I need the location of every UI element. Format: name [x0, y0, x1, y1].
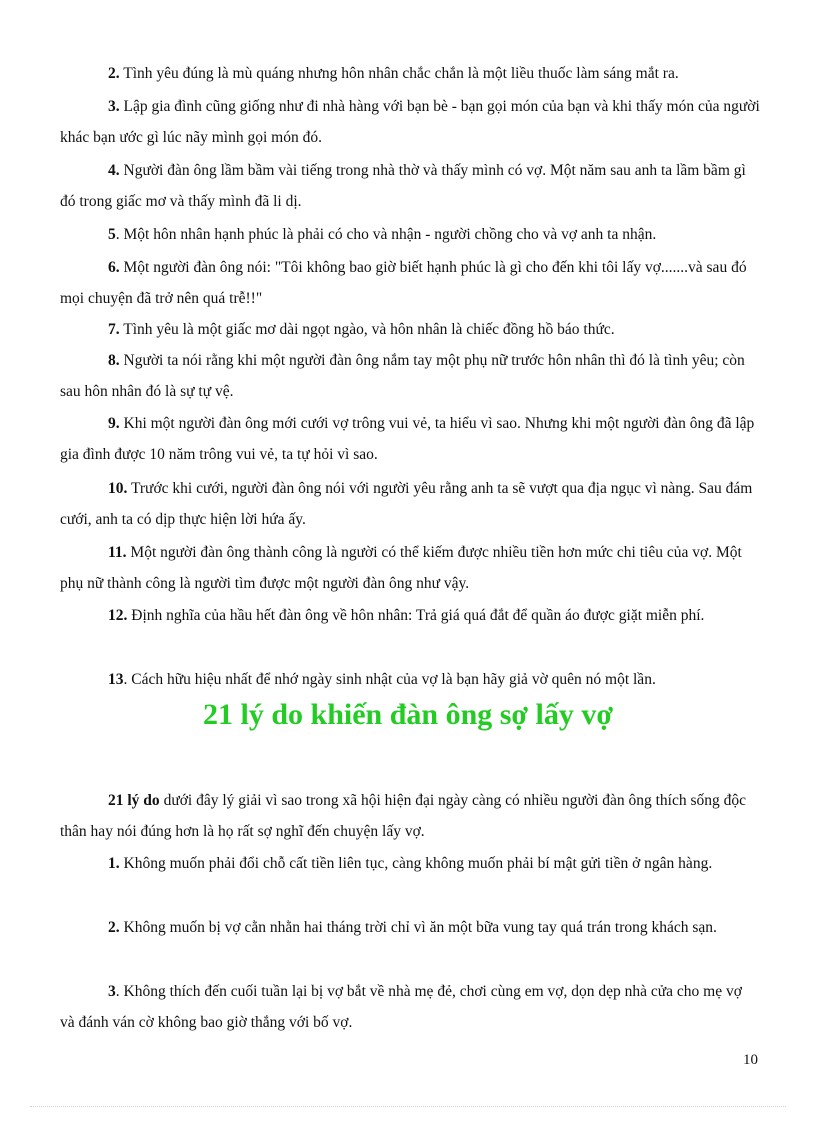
list-item: 13. Cách hữu hiệu nhất để nhớ ngày sinh nhật của vợ là bạn hãy giả vờ quên nó một lần.: [108, 671, 656, 688]
list-item: 2. Không muốn bị vợ cằn nhằn hai tháng trời chỉ vì ăn một bữa vung tay quá trán trong khách sạn.: [108, 919, 717, 936]
list-item: 10. Trước khi cưới, người đàn ông nói với người yêu rằng anh ta sẽ vượt qua địa ngục vì nàng. Sau đám cưới, anh ta có dịp thực hiện lời hứa ấy.: [60, 480, 753, 528]
list-item: 12. Định nghĩa của hầu hết đàn ông về hôn nhân: Trả giá quá đắt để quần áo được giặt miễn phí.: [108, 607, 705, 624]
list-item: 5. Một hôn nhân hạnh phúc là phải có cho và nhận - người chồng cho và vợ anh ta nhận.: [108, 226, 657, 243]
intro-paragraph: 21 lý do dưới đây lý giải vì sao trong xã hội hiện đại ngày càng có nhiều người đàn ông thích sống độc thân hay nói đúng hơn là họ rất sợ nghĩ đến chuyện lấy vợ.: [60, 792, 747, 840]
footer-divider: [30, 1106, 786, 1107]
list-item: 3. Lập gia đình cũng giống như đi nhà hàng với bạn bè - bạn gọi món của bạn và khi thấy món của người khác bạn ước gì lúc nãy mình gọi món đó.: [60, 98, 760, 146]
list-item: 1. Không muốn phải đổi chỗ cất tiền liên tục, càng không muốn phải bí mật gửi tiền ở ngân hàng.: [108, 855, 713, 872]
list-item: 8. Người ta nói rằng khi một người đàn ông nắm tay một phụ nữ trước hôn nhân thì đó là tình yêu; còn sau hôn nhân đó là sự tự vệ.: [60, 352, 745, 400]
section-title: 21 lý do khiến đàn ông sợ lấy vợ: [202, 698, 613, 731]
list-item: 11. Một người đàn ông thành công là người có thể kiếm được nhiều tiền hơn mức chi tiêu của vợ. Một phụ nữ thành công là người tìm được một người đàn ông như vậy.: [60, 544, 742, 592]
list-item: 3. Không thích đến cuối tuần lại bị vợ bắt về nhà mẹ đẻ, chơi cùng em vợ, dọn dẹp nhà cửa cho mẹ vợ và đánh ván cờ không bao giờ thắng với bố vợ.: [60, 983, 742, 1031]
list-item: 2. Tình yêu đúng là mù quáng nhưng hôn nhân chắc chắn là một liều thuốc làm sáng mắt ra.: [108, 65, 679, 82]
list-item: 6. Một người đàn ông nói: "Tôi không bao giờ biết hạnh phúc là gì cho đến khi tôi lấy vợ.......và sau đó mọi chuyện đã trở nên quá trễ!!": [60, 259, 747, 307]
page-number: 10: [743, 1052, 758, 1068]
list-item: 4. Người đàn ông lầm bầm vài tiếng trong nhà thờ và thấy mình có vợ. Một năm sau anh ta lầm bầm gì đó trong giấc mơ và thấy mình đã li dị.: [60, 162, 746, 210]
list-item: 7. Tình yêu là một giấc mơ dài ngọt ngào, và hôn nhân là chiếc đồng hồ báo thức.: [108, 321, 615, 338]
list-item: 9. Khi một người đàn ông mới cưới vợ trông vui vẻ, ta hiểu vì sao. Nhưng khi một người đàn ông đã lập gia đình được 10 năm trông vui vẻ, ta tự hỏi vì sao.: [60, 415, 755, 463]
